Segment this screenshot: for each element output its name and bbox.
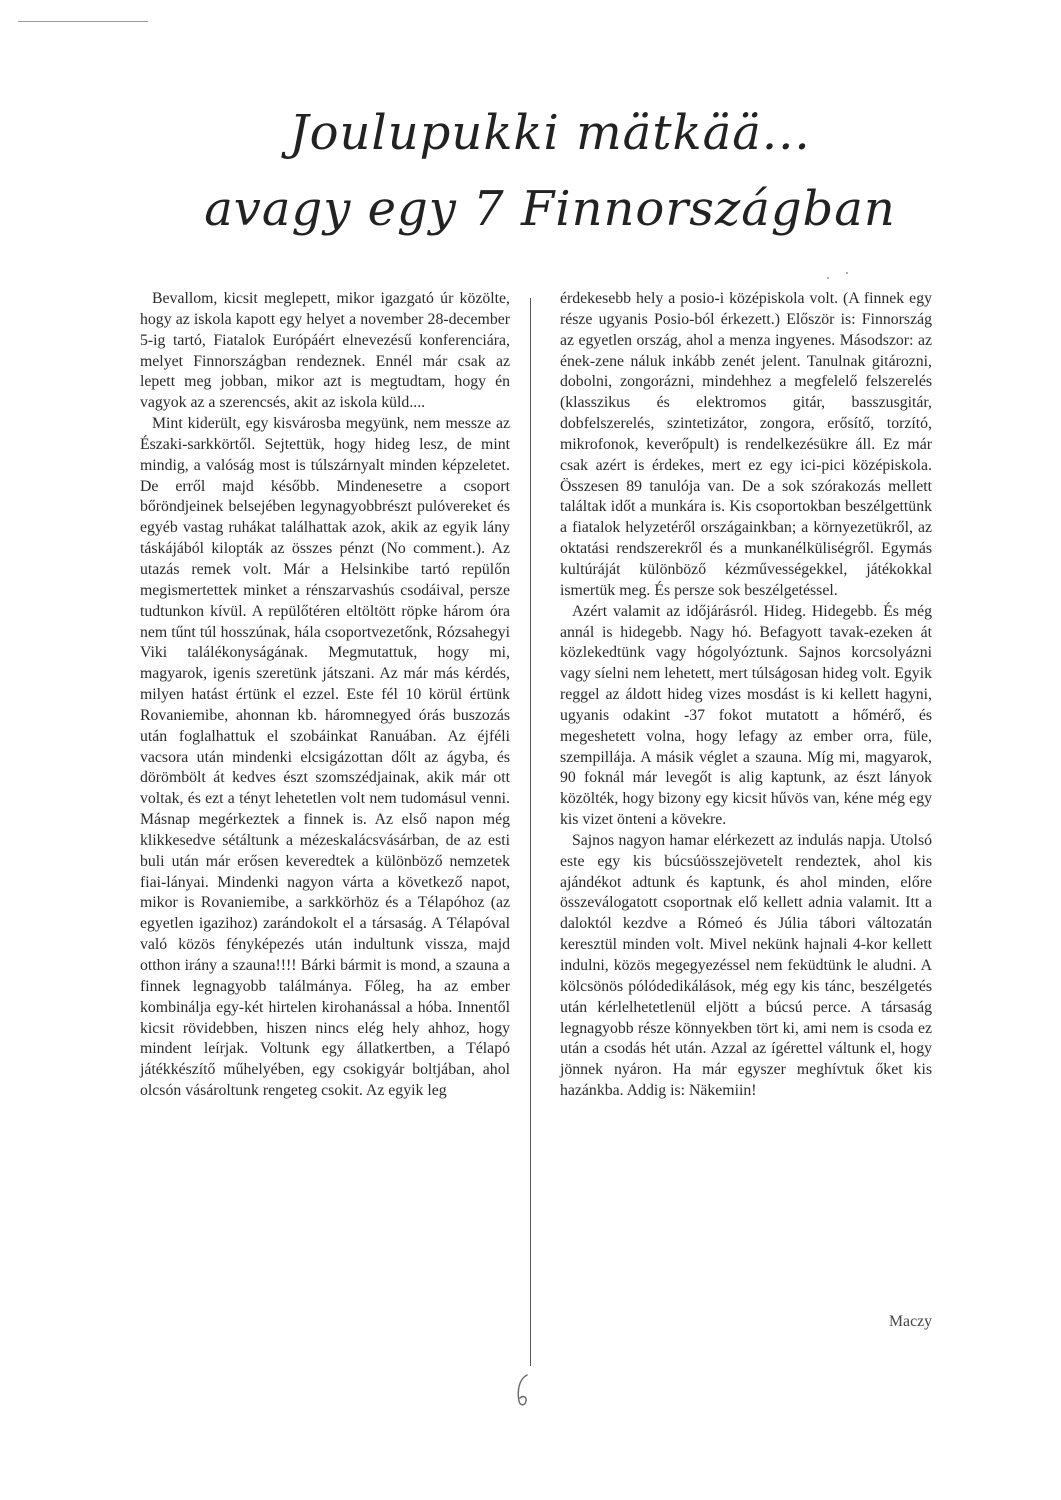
top-edge-rule [18, 21, 148, 22]
author-signature: Maczy [889, 1313, 932, 1330]
right-column [560, 289, 932, 1102]
handwritten-page-number-icon [509, 1371, 539, 1409]
paragraph: Sajnos nagyon hamar elérkezett az indulás napja. Utolsó este egy kis búcsúösszejövetelt rendeztek, ahol kis ajándékot adtunk és kaptunk, és ahol minden, előre összeválogatott csoportnak elő kellett adnia valamit. Itt a daloktól kezdve a Rómeó és Júlia tábori változatán keresztül minden volt. Mivel nekünk hajnali 4-kor kellett indulni, közös megegyezéssel nem feküdtünk le aludni. A kölcsönös pólódedikálások, még egy kis tánc, beszélgetés után kérlelhetetlenül eljött a búcsú perce. A társaság legnagyobb része könnyekben tört ki, ami nem is csoda ez után a csodás hét után. Azzal az ígérettel váltunk el, hogy jönnek nyáron. Ha már egyszer meghívtuk őket kis hazánkba. Addig is: Näkemiin! [560, 831, 932, 1100]
paragraph: Azért valamit az időjárásról. Hideg. Hidegebb. És még annál is hidegebb. Nagy hó. Befagyott tavak-ezeken át közlekedtünk vagy hógolyóztunk. Sajnos korcsolyázni vagy síelni nem lehetett, mert túlságosan hideg volt. Egyik reggel az áldott hideg vizes mosdást is ki kellett hagyni, ugyanis odakint -37 fokot mutatott a hőmérő, és megeshetett volna, hogy lefagy az ember orra, füle, szempillája. A másik véglet a szauna. Míg mi, magyarok, 90 foknál már levegőt is alig kaptunk, az észt lányok közölték, hogy bizony egy kicsit hűvös van, kéne még egy kis vizet önteni a kövekre. [560, 602, 932, 829]
left-column [140, 289, 510, 1102]
paragraph: Mint kiderült, egy kisvárosba megyünk, nem messze az Északi-sarkkörtől. Sejtettük, hogy hideg lesz, de mint mindig, a valóság most is túlszárnyalt minden képzeletet. De erről majd később. Mindenesetre a csoport bőröndjeinek belsejében legynagyobbrészt pulóvereket és egyéb vastag ruhákat találhattak azok, akik az egyik lány táskájából kilopták az összes pénzt (No comment.). Az utazás remek volt. Már a Helsinkibe tartó repülőn megismertettek minket a rénszarvashús csodáival, persze tudtunkon kívül. A repülőtéren eltöltött röpke három óra nem tűnt túl hosszúnak, hála csoportvezetőnk, Rózsahegyi Viki találékonyságának. Megmutattuk, hogy mi, magyarok, igenis szeretünk játszani. Az már más kérdés, milyen hatást értünk el ezzel. Este fél 10 körül értünk Rovaniemibe, ahonnan kb. háromnegyed órás buszozás után foglalhattuk el szobáinkat Ranuában. Az éjféli vacsora után mindenki elcsigázottan dőlt az ágyba, és dörömbölt át kedves észt szomszédjainak, akik már ott voltak, és ezt a tényt lehetetlen volt nem tudomásul venni. Másnap megérkeztek a finnek is. Az első napon még klikkesedve sétáltunk a mézeskalácsvásárban, de az esti buli után már erősen keveredtek a különböző nemzetek fiai-lányai. Mindenki nagyon várta a következő napot, mikor is Rovaniemibe, a sarkkörhöz és a Télapóhoz (az egyetlen igazihoz) zarándokolt el a társaság. A Télapóval való közös fényképezés után indultunk vissza, majd otthon irány a szauna!!!! Bárki bármit is mond, a szauna a finnek legnagyobb találmánya. Főleg, ha az ember kombinálja egy-két hirtelen kirohanással a hóba. Innentől kicsit rövidebben, hiszen nincs elég hely ahhoz, hogy mindent leírjak. Voltunk egy állatkertben, a Télapó játékkészítő műhelyében, egy csokigyár boltjában, ahol olcsón vásároltunk rengeteg csokit. Az egyik leg [140, 415, 510, 1100]
title-line-1: Joulupukki mätkää... [289, 105, 811, 161]
paragraph: Bevallom, kicsit meglepett, mikor igazgató úr közölte, hogy az iskola kapott egy helyet a november 28-december 5-ig tartó, Fiatalok Európáért elnevezésű konferenciára, melyet Finnországban rendeznek. Ennél már csak az lepett meg jobban, mikor azt is megtudtam, hogy én vagyok az a szerencsés, akit az iskola küld.... [140, 290, 510, 412]
scan-specks [824, 270, 854, 282]
paragraph: érdekesebb hely a posio-i középiskola volt. (A finnek egy része ugyanis Posio-ból érkezett.) Először is: Finnország az egyetlen ország, ahol a menza ingyenes. Másodszor: az ének-zene náluk inkább zenét jelent. Tanulnak gitározni, dobolni, zongorázni, mindehhez a megfelelő felszerelés (klasszikus és elektromos gitár, basszusgitár, dobfelszerelés, szintetizátor, zongora, erősítő, torzító, mikrofonok, keverőpult) is rendelkezésükre áll. Ez már csak azért is érdekes, mert ez egy ici-pici középiskola. Összesen 89 tanulója van. De a sok szórakozás mellett találtak időt a munkára is. Kis csoportokban beszélgettünk a fiatalok helyzetéről országainkban; a környezetükről, az oktatási rendszerekről és a munkanélküliségről. Egymás kultúráját különböző kézművességekkel, játékokkal ismertük meg. És persze sok beszélgetéssel. [560, 290, 932, 599]
title-line-2: avagy egy 7 Finnországban [204, 181, 896, 237]
column-divider [530, 298, 531, 1366]
article-title [200, 100, 900, 242]
